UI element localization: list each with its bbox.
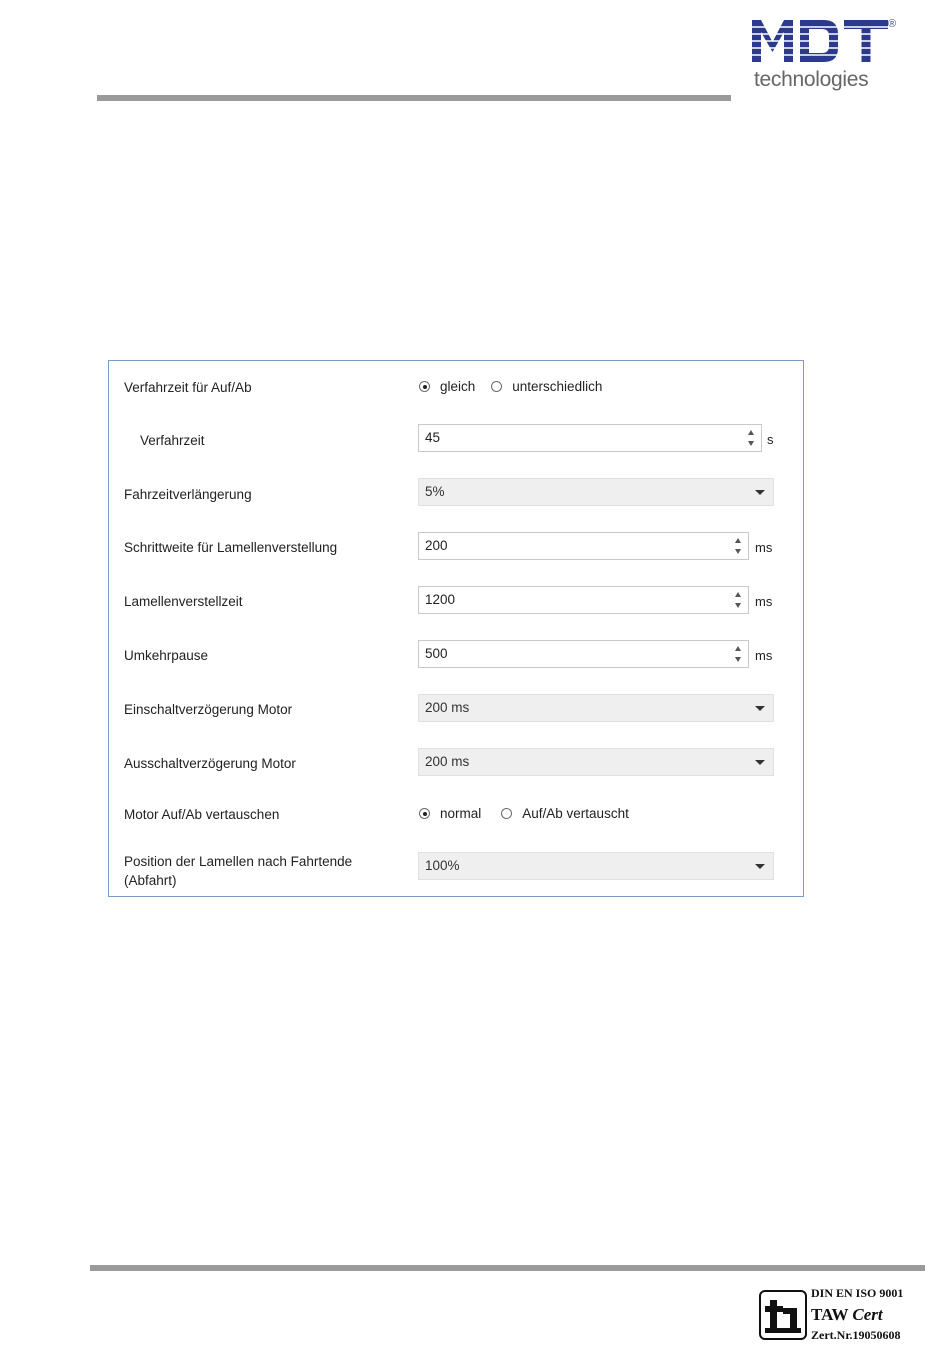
spin-arrows[interactable] (734, 536, 744, 556)
radio-normal-label[interactable]: normal (440, 806, 482, 821)
label-position-lamellen-line1: Position der Lamellen nach Fahrtende (124, 854, 353, 869)
cert-issuer-cert: Cert (852, 1305, 883, 1324)
spin-down-icon[interactable] (735, 603, 741, 608)
spin-up-icon[interactable] (735, 592, 741, 597)
parameter-panel (108, 360, 804, 897)
label-ausschaltverzoegerung: Ausschaltverzögerung Motor (124, 756, 296, 771)
umkehrpause-spinbox[interactable] (418, 640, 749, 668)
verfahrzeit-value: 45 (425, 430, 441, 445)
schrittweite-spinbox[interactable] (418, 532, 749, 560)
cert-issuer-taw: TAW (811, 1305, 853, 1324)
cert-standard: DIN EN ISO 9001 (811, 1286, 904, 1300)
mdt-wordmark (752, 18, 892, 64)
label-verfahrzeit-auf-ab: Verfahrzeit für Auf/Ab (124, 380, 252, 395)
ausschaltverzoegerung-select[interactable] (418, 748, 774, 776)
radio-normal[interactable] (419, 808, 430, 819)
spin-down-icon[interactable] (748, 441, 754, 446)
label-umkehrpause: Umkehrpause (124, 648, 209, 663)
iso-certificate (757, 1286, 927, 1346)
lamellenverstellzeit-spinbox[interactable] (418, 586, 749, 614)
label-verfahrzeit: Verfahrzeit (140, 433, 205, 448)
label-lamellenverstellzeit: Lamellenverstellzeit (124, 594, 243, 609)
taw-emblem-icon (761, 1292, 805, 1338)
position-lamellen-select[interactable] (418, 852, 774, 880)
radio-group-motor (419, 806, 645, 821)
spin-up-icon[interactable] (748, 430, 754, 435)
radio-gleich[interactable] (419, 381, 430, 392)
chevron-down-icon (755, 490, 765, 495)
radio-vertauscht-label[interactable]: Auf/Ab vertauscht (522, 806, 629, 821)
spin-up-icon[interactable] (735, 646, 741, 651)
footer-rule (90, 1265, 925, 1271)
cert-issuer (811, 1305, 883, 1325)
lamellenverstellzeit-unit: ms (755, 594, 773, 609)
chevron-down-icon (755, 760, 765, 765)
umkehrpause-value: 500 (425, 646, 448, 661)
registered-mark: ® (888, 18, 897, 30)
spin-arrows[interactable] (734, 590, 744, 610)
verfahrzeit-spinbox[interactable] (418, 424, 762, 452)
ausschaltverzoegerung-value: 200 ms (425, 754, 470, 769)
chevron-down-icon (755, 864, 765, 869)
label-fahrzeitverlaengerung: Fahrzeitverlängerung (124, 487, 252, 502)
position-lamellen-value: 100% (425, 858, 460, 873)
umkehrpause-unit: ms (755, 648, 773, 663)
label-schrittweite: Schrittweite für Lamellenverstellung (124, 540, 338, 555)
label-position-lamellen (124, 852, 352, 890)
spin-arrows[interactable] (747, 428, 757, 448)
einschaltverzoegerung-value: 200 ms (425, 700, 470, 715)
radio-group-verfahrzeit (419, 379, 618, 394)
spin-arrows[interactable] (734, 644, 744, 664)
fahrzeitverlaengerung-value: 5% (425, 484, 445, 499)
radio-gleich-label[interactable]: gleich (440, 379, 476, 394)
lamellenverstellzeit-value: 1200 (425, 592, 456, 607)
radio-unterschiedlich-label[interactable]: unterschiedlich (512, 379, 603, 394)
taw-cert-logo (759, 1290, 807, 1340)
chevron-down-icon (755, 706, 765, 711)
fahrzeitverlaengerung-select[interactable] (418, 478, 774, 506)
spin-down-icon[interactable] (735, 549, 741, 554)
spin-up-icon[interactable] (735, 538, 741, 543)
radio-vertauscht[interactable] (501, 808, 512, 819)
header-rule (97, 95, 731, 101)
radio-unterschiedlich[interactable] (491, 381, 502, 392)
logo-subtitle: technologies (754, 68, 869, 91)
label-motor-vertauschen: Motor Auf/Ab vertauschen (124, 807, 280, 822)
label-einschaltverzoegerung: Einschaltverzögerung Motor (124, 702, 293, 717)
verfahrzeit-unit: s (767, 432, 774, 447)
label-position-lamellen-line2: (Abfahrt) (124, 873, 177, 888)
schrittweite-value: 200 (425, 538, 448, 553)
schrittweite-unit: ms (755, 540, 773, 555)
einschaltverzoegerung-select[interactable] (418, 694, 774, 722)
mdt-logo (752, 18, 902, 98)
spin-down-icon[interactable] (735, 657, 741, 662)
cert-number: Zert.Nr.19050608 (811, 1328, 901, 1342)
